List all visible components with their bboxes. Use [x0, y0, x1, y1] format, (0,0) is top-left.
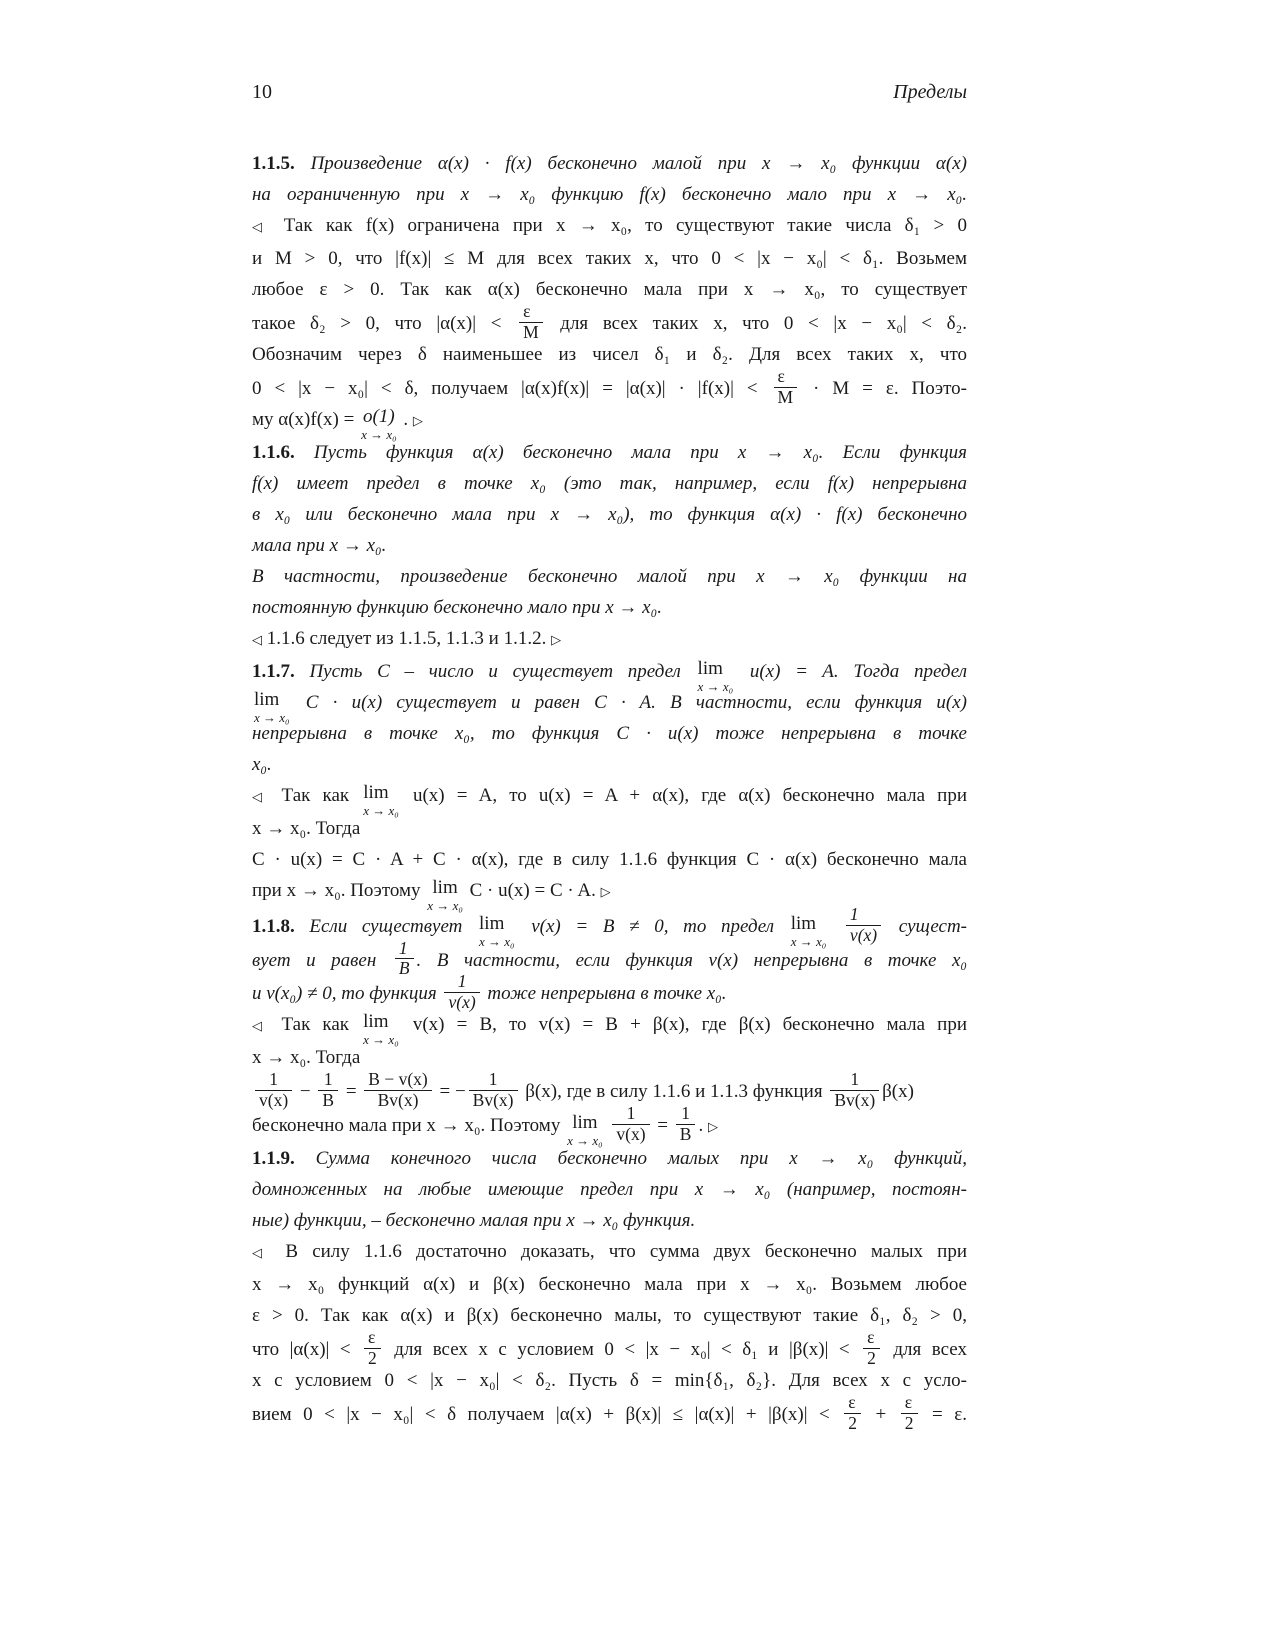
- text-line: [252, 749, 967, 780]
- text-run: .: [698, 1114, 708, 1136]
- running-header: [252, 80, 967, 104]
- limit-operator: lim x → x₀: [790, 912, 827, 949]
- text-run: x → x₀. Тогда: [252, 817, 361, 839]
- limit-operator: lim x → x₀: [697, 657, 734, 694]
- fraction: $\frac{\varepsilon}{2}$: [863, 1329, 880, 1368]
- fraction: $\frac{\varepsilon}{2}$: [364, 1329, 381, 1368]
- text-line: [252, 1103, 967, 1148]
- text-line: [252, 499, 967, 530]
- text-run: В силу 1.1.6 достаточно доказать, что сумма двух бесконечно малых при: [271, 1240, 967, 1262]
- text-line: [252, 937, 967, 979]
- text-line: [252, 780, 968, 818]
- text-line: [252, 718, 967, 749]
- text-run: что |α(x)| <: [252, 1338, 362, 1360]
- text-run: =: [652, 1114, 673, 1136]
- text-line: [252, 148, 967, 179]
- text-line: [252, 1326, 967, 1368]
- text-run: Обозначим через δ наименьшее из чисел δ₁ и δ₂. Для всех таких x, что: [252, 343, 967, 365]
- text-run: 1.1.6.: [252, 441, 295, 463]
- text-line: [252, 274, 967, 305]
- limit-operator: lim x → x₀: [254, 688, 290, 725]
- text-line: [252, 210, 967, 243]
- text-line: [252, 1205, 967, 1236]
- text-run: такое δ₂ > 0, что |α(x)| <: [252, 312, 517, 334]
- text-line: [252, 1009, 968, 1048]
- text-run: Так как: [269, 784, 362, 806]
- fraction: $\frac{1}{v(x)}$: [612, 1105, 649, 1144]
- text-run: x с условием 0 < |x − x₀| < δ₂. Пусть δ = min{δ₁, δ₂}. Для всех x с усло-: [252, 1369, 967, 1391]
- fraction: $\frac{1}{v(x)}$: [444, 973, 479, 1012]
- text-run: Так как f(x) ограничена при x → x₀, то существуют такие числа δ₁ > 0: [270, 215, 967, 236]
- text-run: Если существует: [294, 915, 478, 937]
- text-line: [252, 530, 967, 561]
- proof-marker: ▷: [600, 884, 611, 900]
- text-line: [252, 971, 967, 1013]
- text-line: [252, 339, 967, 370]
- text-run: Произведение α(x) · f(x) бесконечно малой при x → x₀ функции α(x): [294, 153, 967, 174]
- text-run: на ограниченную при x → x₀ функцию f(x) бесконечно мало при x → x₀.: [252, 184, 967, 205]
- text-line: [252, 844, 967, 875]
- fraction: $\frac{1}{Bv(x)}$: [830, 1071, 879, 1110]
- limit-operator: lim x → x₀: [567, 1111, 603, 1148]
- limit-operator: lim x → x₀: [427, 876, 463, 913]
- fraction: $\frac{1}{Bv(x)}$: [469, 1071, 518, 1110]
- text-run: и M > 0, что |f(x)| ≤ M для всех таких x, что 0 < |x − x₀| < δ₁. Возьмем: [252, 248, 967, 269]
- text-run: мала при x → x₀.: [252, 534, 387, 556]
- text-run: Пусть C – число и существует предел: [294, 660, 696, 682]
- fraction: $\frac{1}{B}$: [676, 1105, 696, 1144]
- text-run: u(x) = A. Тогда предел: [735, 660, 967, 682]
- fraction: $\frac{1}{B}$: [318, 1071, 338, 1110]
- text-line: [252, 623, 967, 656]
- text-run: [828, 916, 843, 937]
- text-run: 0 < |x − x₀| < δ, получаем |α(x)f(x)| = |α(x)| · |f(x)| <: [252, 377, 771, 399]
- limit-operator: lim x → x₀: [479, 912, 515, 949]
- fraction: $\frac{\varepsilon}{M}$: [519, 303, 543, 342]
- text-run: Сумма конечного числа бесконечно малых при x → x₀ функций,: [294, 1147, 967, 1169]
- text-run: тоже непрерывна в точке x₀.: [482, 983, 727, 1005]
- text-column: [252, 80, 968, 1433]
- text-line: [252, 1236, 967, 1269]
- text-run: −: [295, 1081, 316, 1103]
- text-run: v(x) = B ≠ 0, то предел: [516, 915, 789, 937]
- text-run: C · u(x) существует и равен C · A. В частности, если функция u(x): [291, 691, 967, 713]
- text-line: [252, 656, 967, 694]
- text-run: в x₀ или бесконечно мала при x → x₀), то функция α(x) · f(x) бесконечно: [252, 503, 967, 525]
- fraction: $\frac{B - v(x)}{Bv(x)}$: [364, 1071, 431, 1110]
- text-run: C · u(x) = C · A + C · α(x), где в силу 1.1.6 функция C · α(x) бесконечно мала: [252, 848, 967, 870]
- text-run: C · u(x) = C · A.: [464, 879, 601, 901]
- text-run: x → x₀. Тогда: [252, 1047, 361, 1069]
- fraction: $\frac{1}{v(x)}$: [846, 906, 881, 945]
- text-run: 1.1.9.: [252, 1147, 295, 1169]
- limit-operator: lim x → x₀: [363, 1011, 399, 1048]
- fraction: $\frac{\varepsilon}{2}$: [844, 1394, 861, 1433]
- text-run: x → x₀ функций α(x) и β(x) бесконечно мала при x → x₀. Возьмем любое: [252, 1273, 967, 1295]
- text-run: = ε.: [920, 1403, 968, 1425]
- running-header-title: Пределы: [893, 81, 967, 103]
- text-run: 1.1.8.: [252, 915, 295, 937]
- text-line: [252, 1143, 967, 1174]
- text-line: [252, 1042, 967, 1073]
- text-run: вует и равен: [252, 949, 392, 971]
- proof-marker: ▷: [412, 413, 423, 429]
- text-run: · M = ε. Поэто-: [800, 377, 968, 399]
- text-run: =: [341, 1081, 362, 1103]
- text-line: [252, 561, 967, 592]
- text-run: ные) функции, – бесконечно малая при x → x₀ функция.: [252, 1209, 696, 1231]
- limit-operator: lim x → x₀: [363, 781, 399, 818]
- text-run: любое ε > 0. Так как α(x) бесконечно мала при x → x₀, то существует: [252, 279, 967, 300]
- text-run: 1.1.5.: [252, 153, 295, 174]
- text-line: [252, 1300, 967, 1331]
- text-run: непрерывна в точке x₀, то функция C · u(x) тоже непрерывна в точке: [252, 722, 967, 744]
- text-run: 1.1.6 следует из 1.1.5, 1.1.3 и 1.1.2.: [262, 627, 552, 649]
- text-line: [252, 1269, 967, 1300]
- text-run: для всех таких x, что 0 < |x − x₀| < δ₂.: [545, 312, 967, 334]
- text-run: для всех x с условием 0 < |x − x₀| < δ₁ и |β(x)| <: [383, 1338, 861, 1360]
- text-run: Пусть функция α(x) бесконечно мала при x → x₀. Если функция: [294, 441, 967, 463]
- text-line: [252, 365, 968, 407]
- text-run: домноженных на любые имеющие предел при x → x₀ (например, постоян-: [252, 1178, 967, 1200]
- proof-marker: ◁: [252, 789, 270, 805]
- text-block: [252, 148, 968, 1433]
- text-run: постоянную функцию бесконечно мало при x → x₀.: [252, 596, 662, 618]
- fraction: $\frac{\varepsilon}{2}$: [901, 1394, 918, 1433]
- text-run: .: [398, 408, 413, 430]
- text-run: [605, 1115, 610, 1136]
- text-run: му α(x)f(x) =: [252, 408, 360, 430]
- text-line: [252, 1069, 967, 1111]
- text-run: u(x) = A, то u(x) = A + α(x), где α(x) бесконечно мала при: [400, 784, 968, 806]
- text-run: β(x): [882, 1081, 914, 1103]
- proof-marker: ▷: [551, 632, 562, 648]
- fraction: $\frac{1}{v(x)}$: [255, 1071, 292, 1110]
- text-line: [252, 687, 967, 725]
- under-subscript-term: o(1) x → x₀: [361, 405, 397, 442]
- text-run: f(x) имеет предел в точке x₀ (это так, например, если f(x) непрерывна: [252, 472, 967, 494]
- text-run: при x → x₀. Поэтому: [252, 879, 426, 901]
- text-line: [252, 1365, 967, 1396]
- text-run: для всех: [882, 1338, 967, 1360]
- text-run: x₀.: [252, 753, 272, 775]
- text-run: Так как: [269, 1014, 362, 1036]
- fraction: $\frac{1}{B}$: [395, 940, 414, 979]
- text-line: [252, 437, 967, 468]
- text-run: В частности, произведение бесконечно малой при x → x₀ функции на: [252, 565, 967, 587]
- page-number: 10: [252, 81, 272, 103]
- proof-marker: ◁: [252, 632, 262, 648]
- text-run: v(x) = B, то v(x) = B + β(x), где β(x) бесконечно мала при: [400, 1014, 968, 1036]
- text-line: [252, 903, 967, 949]
- text-line: [252, 1174, 967, 1205]
- text-line: [252, 468, 967, 499]
- text-run: бесконечно мала при x → x₀. Поэтому: [252, 1114, 566, 1136]
- text-run: β(x), где в силу 1.1.6 и 1.1.3 функция: [520, 1081, 828, 1103]
- text-line: [252, 243, 967, 274]
- fraction: $\frac{\varepsilon}{M}$: [774, 368, 798, 407]
- text-run: = −: [434, 1081, 466, 1103]
- proof-marker: ◁: [252, 220, 271, 235]
- proof-marker: ◁: [252, 1245, 272, 1261]
- text-line: [252, 813, 967, 844]
- proof-marker: ▷: [707, 1119, 718, 1135]
- text-line: [252, 875, 967, 913]
- text-run: 1.1.7.: [252, 660, 295, 682]
- text-run: сущест-: [884, 915, 967, 937]
- text-run: вием 0 < |x − x₀| < δ получаем |α(x) + β(x)| ≤ |α(x)| + |β(x)| <: [252, 1403, 842, 1425]
- text-line: [252, 404, 967, 442]
- text-run: ε > 0. Так как α(x) и β(x) бесконечно малы, то существуют такие δ₁, δ₂ > 0,: [252, 1304, 967, 1326]
- text-line: [252, 301, 967, 342]
- text-run: +: [864, 1403, 898, 1425]
- text-run: и v(x₀) ≠ 0, то функция: [252, 983, 442, 1005]
- text-line: [252, 592, 967, 623]
- proof-marker: ◁: [252, 1019, 270, 1035]
- text-line: [252, 179, 967, 210]
- text-run: . В частности, если функция v(x) непрерывна в точке x₀: [416, 949, 967, 971]
- text-line: [252, 1391, 968, 1433]
